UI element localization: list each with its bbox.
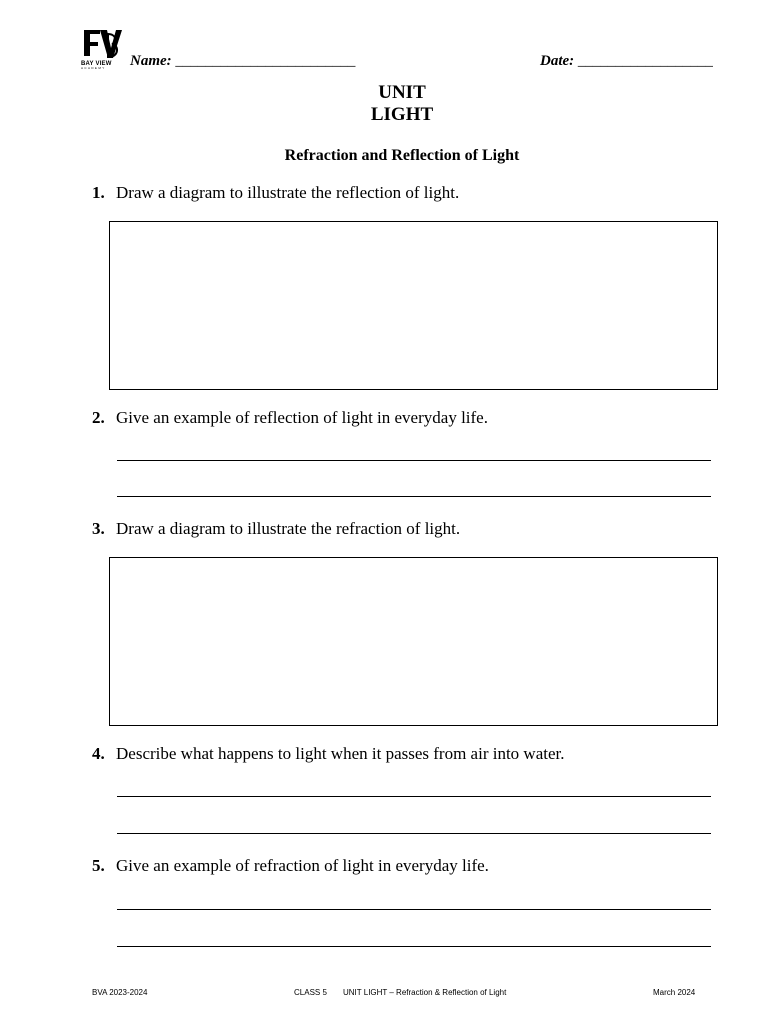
answer-line[interactable] — [117, 796, 711, 797]
footer-date: March 2024 — [653, 988, 696, 997]
question-number: 3. — [92, 519, 105, 538]
date-blank[interactable]: __________________ — [577, 53, 713, 69]
worksheet-subtitle: Refraction and Reflection of Light — [284, 147, 520, 164]
logo-subcaption: ACADEMY — [81, 66, 106, 70]
question-3 — [92, 519, 460, 539]
question-number: 4. — [92, 744, 105, 763]
answer-box-3[interactable] — [109, 557, 718, 726]
footer-unit: UNIT LIGHT – Refraction & Reflection of Light — [343, 988, 507, 997]
date-field[interactable] — [540, 52, 713, 70]
question-4 — [92, 744, 565, 764]
question-5 — [92, 856, 489, 876]
answer-line[interactable] — [117, 909, 711, 910]
question-text: Give an example of refraction of light in everyday life. — [116, 856, 489, 875]
question-number: 1. — [92, 183, 105, 202]
name-label: Name: — [130, 53, 172, 69]
name-field[interactable] — [130, 52, 355, 70]
date-label: Date: — [540, 53, 575, 69]
topic-title: LIGHT — [370, 104, 434, 125]
question-number: 2. — [92, 408, 105, 427]
question-1 — [92, 183, 459, 203]
footer-class: CLASS 5 — [294, 988, 327, 997]
logo-caption: BAY VIEW — [81, 61, 112, 67]
answer-box-1[interactable] — [109, 221, 718, 390]
question-text: Draw a diagram to illustrate the refraction of light. — [116, 519, 461, 538]
name-blank[interactable]: ________________________ — [175, 53, 356, 69]
answer-line[interactable] — [117, 946, 711, 947]
answer-line[interactable] — [117, 460, 711, 461]
question-text: Give an example of reflection of light in everyday life. — [116, 408, 488, 427]
question-number: 5. — [92, 856, 105, 875]
question-2 — [92, 408, 488, 428]
answer-line[interactable] — [117, 496, 711, 497]
footer-year: BVA 2023-2024 — [92, 988, 148, 997]
question-text: Describe what happens to light when it passes from air into water. — [116, 744, 565, 763]
answer-line[interactable] — [117, 833, 711, 834]
unit-title: UNIT — [378, 82, 426, 103]
question-text: Draw a diagram to illustrate the reflection of light. — [116, 183, 460, 202]
